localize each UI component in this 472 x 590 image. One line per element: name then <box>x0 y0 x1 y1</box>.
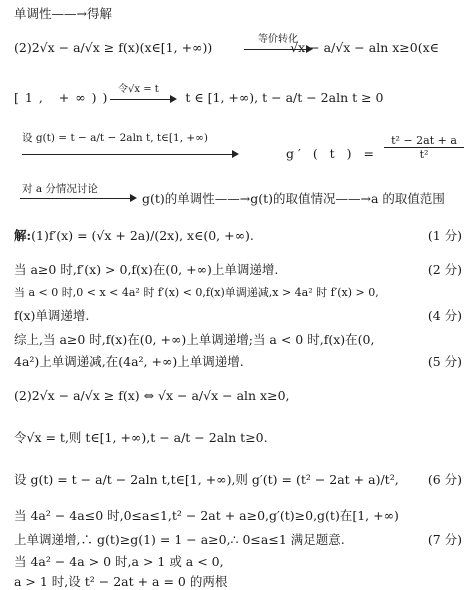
arrow-line <box>244 49 308 50</box>
arrow-label-cases: 对 a 分情况讨论 <box>22 183 98 195</box>
fraction-denominator: t² <box>419 148 429 161</box>
arrow-head-icon <box>170 95 177 103</box>
solution-line-8 <box>14 428 462 446</box>
arrow-head-icon <box>306 45 313 53</box>
score: (7 分) <box>427 532 462 547</box>
arrow-line <box>22 154 234 155</box>
solution-line-2 <box>14 260 462 278</box>
text: (2)2√x − a/√x ≥ f(x) ⇔ √x − a/√x − aln x≥0, <box>14 388 290 403</box>
text: [1, +∞)) <box>14 90 114 105</box>
text: t ∈ [1, +∞), t − a/t − 2aln t ≥ 0 <box>185 90 384 105</box>
solution-line-4 <box>14 306 462 324</box>
text: a > 1 时,设 t² − 2at + a = 0 的两根 <box>14 574 228 589</box>
solution-line-11 <box>14 530 462 548</box>
analysis-line-2 <box>14 40 462 55</box>
text: (1)f′(x) = (√x + 2a)/(2x), x∈(0, +∞). <box>31 228 254 243</box>
solution-line-5 <box>14 330 462 348</box>
score: (4 分) <box>427 308 462 323</box>
score: (6 分) <box>427 472 462 487</box>
text: 当 a < 0 时,0 < x < 4a² 时 f′(x) < 0,f(x)单调递减,x > 4a² 时 f′(x) > 0, <box>14 286 379 299</box>
text: (2)2√x − a/√x ≥ f(x)(x∈[1, +∞)) <box>14 40 213 55</box>
fraction-numerator: t² − 2at + a <box>384 134 464 148</box>
score: (2 分) <box>427 262 462 277</box>
text: f(x)单调递增. <box>14 308 90 323</box>
text: 令√x = t,则 t∈[1, +∞),t − a/t − 2aln t≥0. <box>14 430 268 445</box>
solution-line-7 <box>14 388 462 403</box>
arrow-line <box>20 198 132 199</box>
solution-line-12 <box>14 552 462 570</box>
solution-line-9 <box>14 470 462 488</box>
text: 当 4a² − 4a > 0 时,a > 1 或 a < 0, <box>14 554 224 569</box>
arrow-label-equivalent: 等价转化 <box>258 34 298 45</box>
analysis-line-1 <box>14 4 462 22</box>
text: g(t)的单调性——→g(t)的取值情况——→a 的取值范围 <box>142 191 445 206</box>
define-g-label: 设 g(t) = t − a/t − 2aln t, t∈[1, +∞) <box>22 132 209 144</box>
text: 上单调递增,∴ g(t)≥g(1) = 1 − a≥0,∴ 0≤a≤1 满足题意. <box>14 532 345 547</box>
text: 综上,当 a≥0 时,f(x)在(0, +∞)上单调递增;当 a < 0 时,f(x)在(0, <box>14 332 375 347</box>
solution-line-13-cut <box>14 572 462 589</box>
text: 当 4a² − 4a≤0 时,0≤a≤1,t² − 2at + a≥0,g′(t)≥0,g(t)在[1, +∞) <box>14 508 399 523</box>
arrow-label-substitute: 令√x = t <box>118 84 159 95</box>
text: 设 g(t) = t − a/t − 2aln t,t∈[1, +∞),则 g′(t) = (t² − 2at + a)/t², <box>14 472 399 487</box>
arrow-head-icon <box>130 194 137 202</box>
text: 当 a≥0 时,f′(x) > 0,f(x)在(0, +∞)上单调递增. <box>14 262 279 277</box>
text: √x − a/√x − aln x≥0(x∈ <box>290 40 439 55</box>
analysis-line-3 <box>14 90 462 105</box>
text: 4a²)上单调递减,在(4a², +∞)上单调递增. <box>14 354 244 369</box>
solution-heading: 解: <box>14 228 32 243</box>
score: (5 分) <box>427 354 462 369</box>
solution-line-10 <box>14 506 462 524</box>
solution-line-6 <box>14 352 462 370</box>
score: (1 分) <box>427 228 462 243</box>
solution-line-3 <box>14 284 462 300</box>
g-prime-fraction <box>384 134 464 161</box>
arrow-head-icon <box>232 150 239 158</box>
text: 单调性——→得解 <box>14 6 112 21</box>
solution-line-1 <box>14 226 462 244</box>
g-prime-text: g′ ( t ) = <box>286 146 378 161</box>
arrow-line <box>110 99 172 100</box>
